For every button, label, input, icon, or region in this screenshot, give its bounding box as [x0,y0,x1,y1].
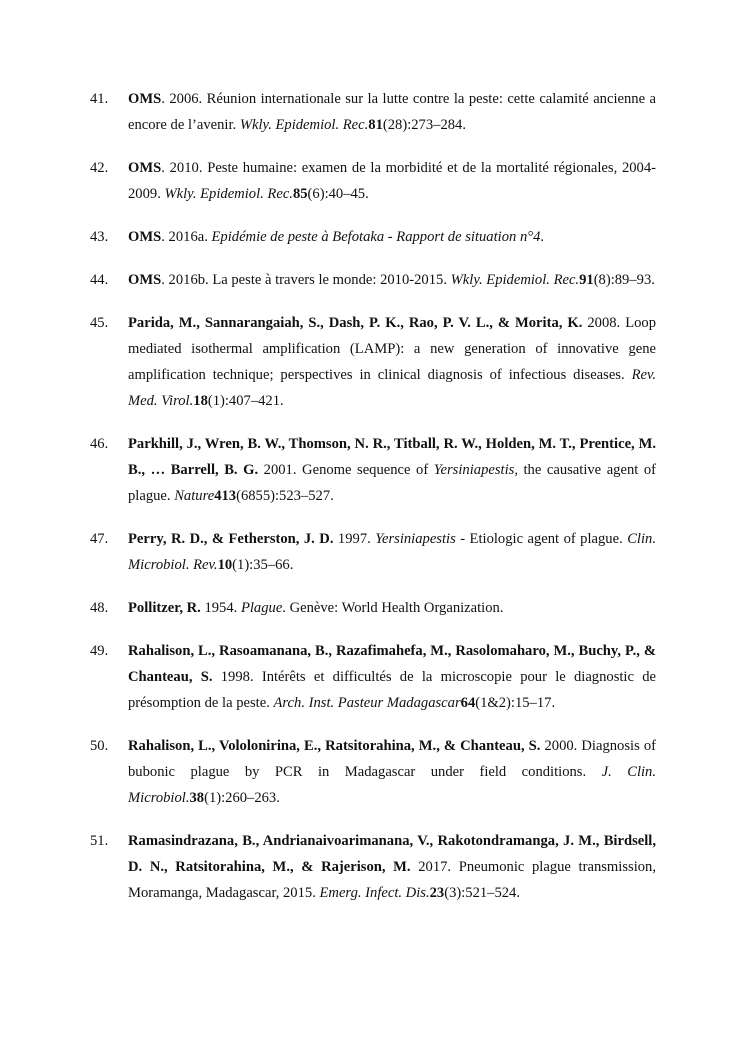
reference-journal: Arch. Inst. Pasteur Madagascar [273,695,461,711]
reference-journal: Wkly. Epidemiol. Rec. [450,272,580,288]
reference-year: . 2010. [161,160,208,176]
reference-year: 1954. [200,600,241,616]
reference-authors: OMS [128,160,162,176]
reference-pages: (1&2):15–17. [475,695,556,711]
reference-journal: Rev. Med. Virol. [128,367,656,409]
reference-authors: OMS [128,229,162,245]
reference-authors: Pollitzer, R. [128,600,201,616]
reference-item-44 [90,267,656,293]
reference-number: 43. [90,229,109,245]
reference-title: Epidémie de peste à Befotaka - Rapport de situation n°4 [211,229,541,245]
reference-list [90,86,656,923]
reference-pages: (8):89–93. [593,272,655,288]
reference-pages: (6):40–45. [307,186,369,202]
reference-pages: (1):407–421. [207,393,284,409]
reference-number: 48. [90,600,109,616]
reference-volume: 23 [429,885,445,901]
reference-number: 46. [90,436,109,452]
reference-title: Diagnosis of bubonic plague by PCR in Madagascar under field conditions. [128,738,656,780]
reference-year: 2008. [582,315,626,331]
reference-year: 1997. [333,531,376,547]
reference-item-43 [90,224,656,250]
reference-volume: 81 [368,117,383,133]
reference-year: 2017. [410,859,459,875]
reference-end: . Genève: World Health Organization. [282,600,504,616]
reference-authors: Rahalison, L., Rasoamanana, B., Razafimahefa, M., Rasolomaharo, M., Buchy, P., & Chanteau, S. [128,643,656,685]
reference-item-50 [90,733,656,811]
reference-title: Peste humaine: examen de la morbidité et de la mortalité régionales, 2004-2009. [128,160,656,202]
reference-journal: J. Clin. Microbiol. [128,764,656,806]
reference-year: 1998. [212,669,262,685]
reference-item-45 [90,310,656,414]
reference-authors: OMS [128,272,162,288]
reference-journal: Wkly. Epidemiol. Rec. [239,117,369,133]
reference-number: 49. [90,643,109,659]
reference-volume: 10 [217,557,233,573]
reference-authors: Parida, M., Sannarangaiah, S., Dash, P. K., Rao, P. V. L., & Morita, K. [128,315,583,331]
reference-number: 45. [90,315,109,331]
reference-journal: Emerg. Infect. Dis. [319,885,430,901]
reference-number: 50. [90,738,109,754]
reference-authors: Rahalison, L., Vololonirina, E., Ratsitorahina, M., & Chanteau, S. [128,738,541,754]
reference-title: Plague [240,600,283,616]
reference-title: Pneumonic plague transmission, Moramanga, Madagascar, 2015. [128,859,656,901]
reference-journal: Wkly. Epidemiol. Rec. [164,186,293,202]
reference-volume: 38 [189,790,205,806]
reference-title: Loop mediated isothermal amplification (LAMP): a new generation of innovative gene amplification technique; perspectives in clinical diagnosis of infectious diseases. [128,315,656,383]
reference-title: Réunion internationale sur la lutte contre la peste: cette calamité ancienne a encore de l’avenir. [128,91,656,133]
reference-item-48 [90,595,656,621]
reference-number: 47. [90,531,109,547]
reference-title: La peste à travers le monde: 2010-2015. [212,272,451,288]
reference-pages: (1):260–263. [204,790,280,806]
reference-item-41 [90,86,656,138]
reference-year: . 2006. [161,91,207,107]
reference-authors: Perry, R. D., & Fetherston, J. D. [128,531,334,547]
reference-end: . [540,229,545,245]
reference-volume: 18 [193,393,208,409]
reference-volume: 91 [579,272,594,288]
reference-item-42 [90,155,656,207]
reference-volume: 413 [214,488,237,504]
reference-title: Genome sequence of [302,462,434,478]
reference-number: 44. [90,272,109,288]
reference-number: 51. [90,833,109,849]
reference-authors: Parkhill, J., Wren, B. W., Thomson, N. R., Titball, R. W., Holden, M. T., Prentice, M. B., … Barrell, B. G. [128,436,656,478]
reference-species: Yersiniapestis [375,531,456,547]
reference-item-47 [90,526,656,578]
reference-year: . 2016b. [161,272,213,288]
reference-title-end: - Etiologic agent of plague. [455,531,628,547]
reference-title-end: , the causative agent of plague. [128,462,656,504]
reference-volume: 64 [460,695,476,711]
reference-pages: (28):273–284. [382,117,466,133]
reference-pages: (6855):523–527. [236,488,334,504]
reference-year: 2001. [258,462,303,478]
reference-authors: OMS [128,91,162,107]
reference-item-51 [90,828,656,906]
reference-volume: 85 [292,186,308,202]
reference-item-49 [90,638,656,716]
reference-journal: Nature [174,488,215,504]
reference-pages: (1):35–66. [232,557,294,573]
reference-authors: Ramasindrazana, B., Andrianaivoarimanana, V., Rakotondramanga, J. M., Birdsell, D. N., Ratsitorahina, M., & Rajerison, M. [128,833,656,875]
reference-species: Yersiniapestis [433,462,515,478]
reference-pages: (3):521–524. [444,885,521,901]
reference-year: 2000. [540,738,582,754]
reference-journal: Clin. Microbiol. Rev. [128,531,656,573]
reference-title: Intérêts et difficultés de la microscopie pour le diagnostic de présomption de la peste. [128,669,656,711]
reference-year: . 2016a. [161,229,212,245]
reference-number: 41. [90,91,109,107]
reference-item-46 [90,431,656,509]
reference-number: 42. [90,160,109,176]
